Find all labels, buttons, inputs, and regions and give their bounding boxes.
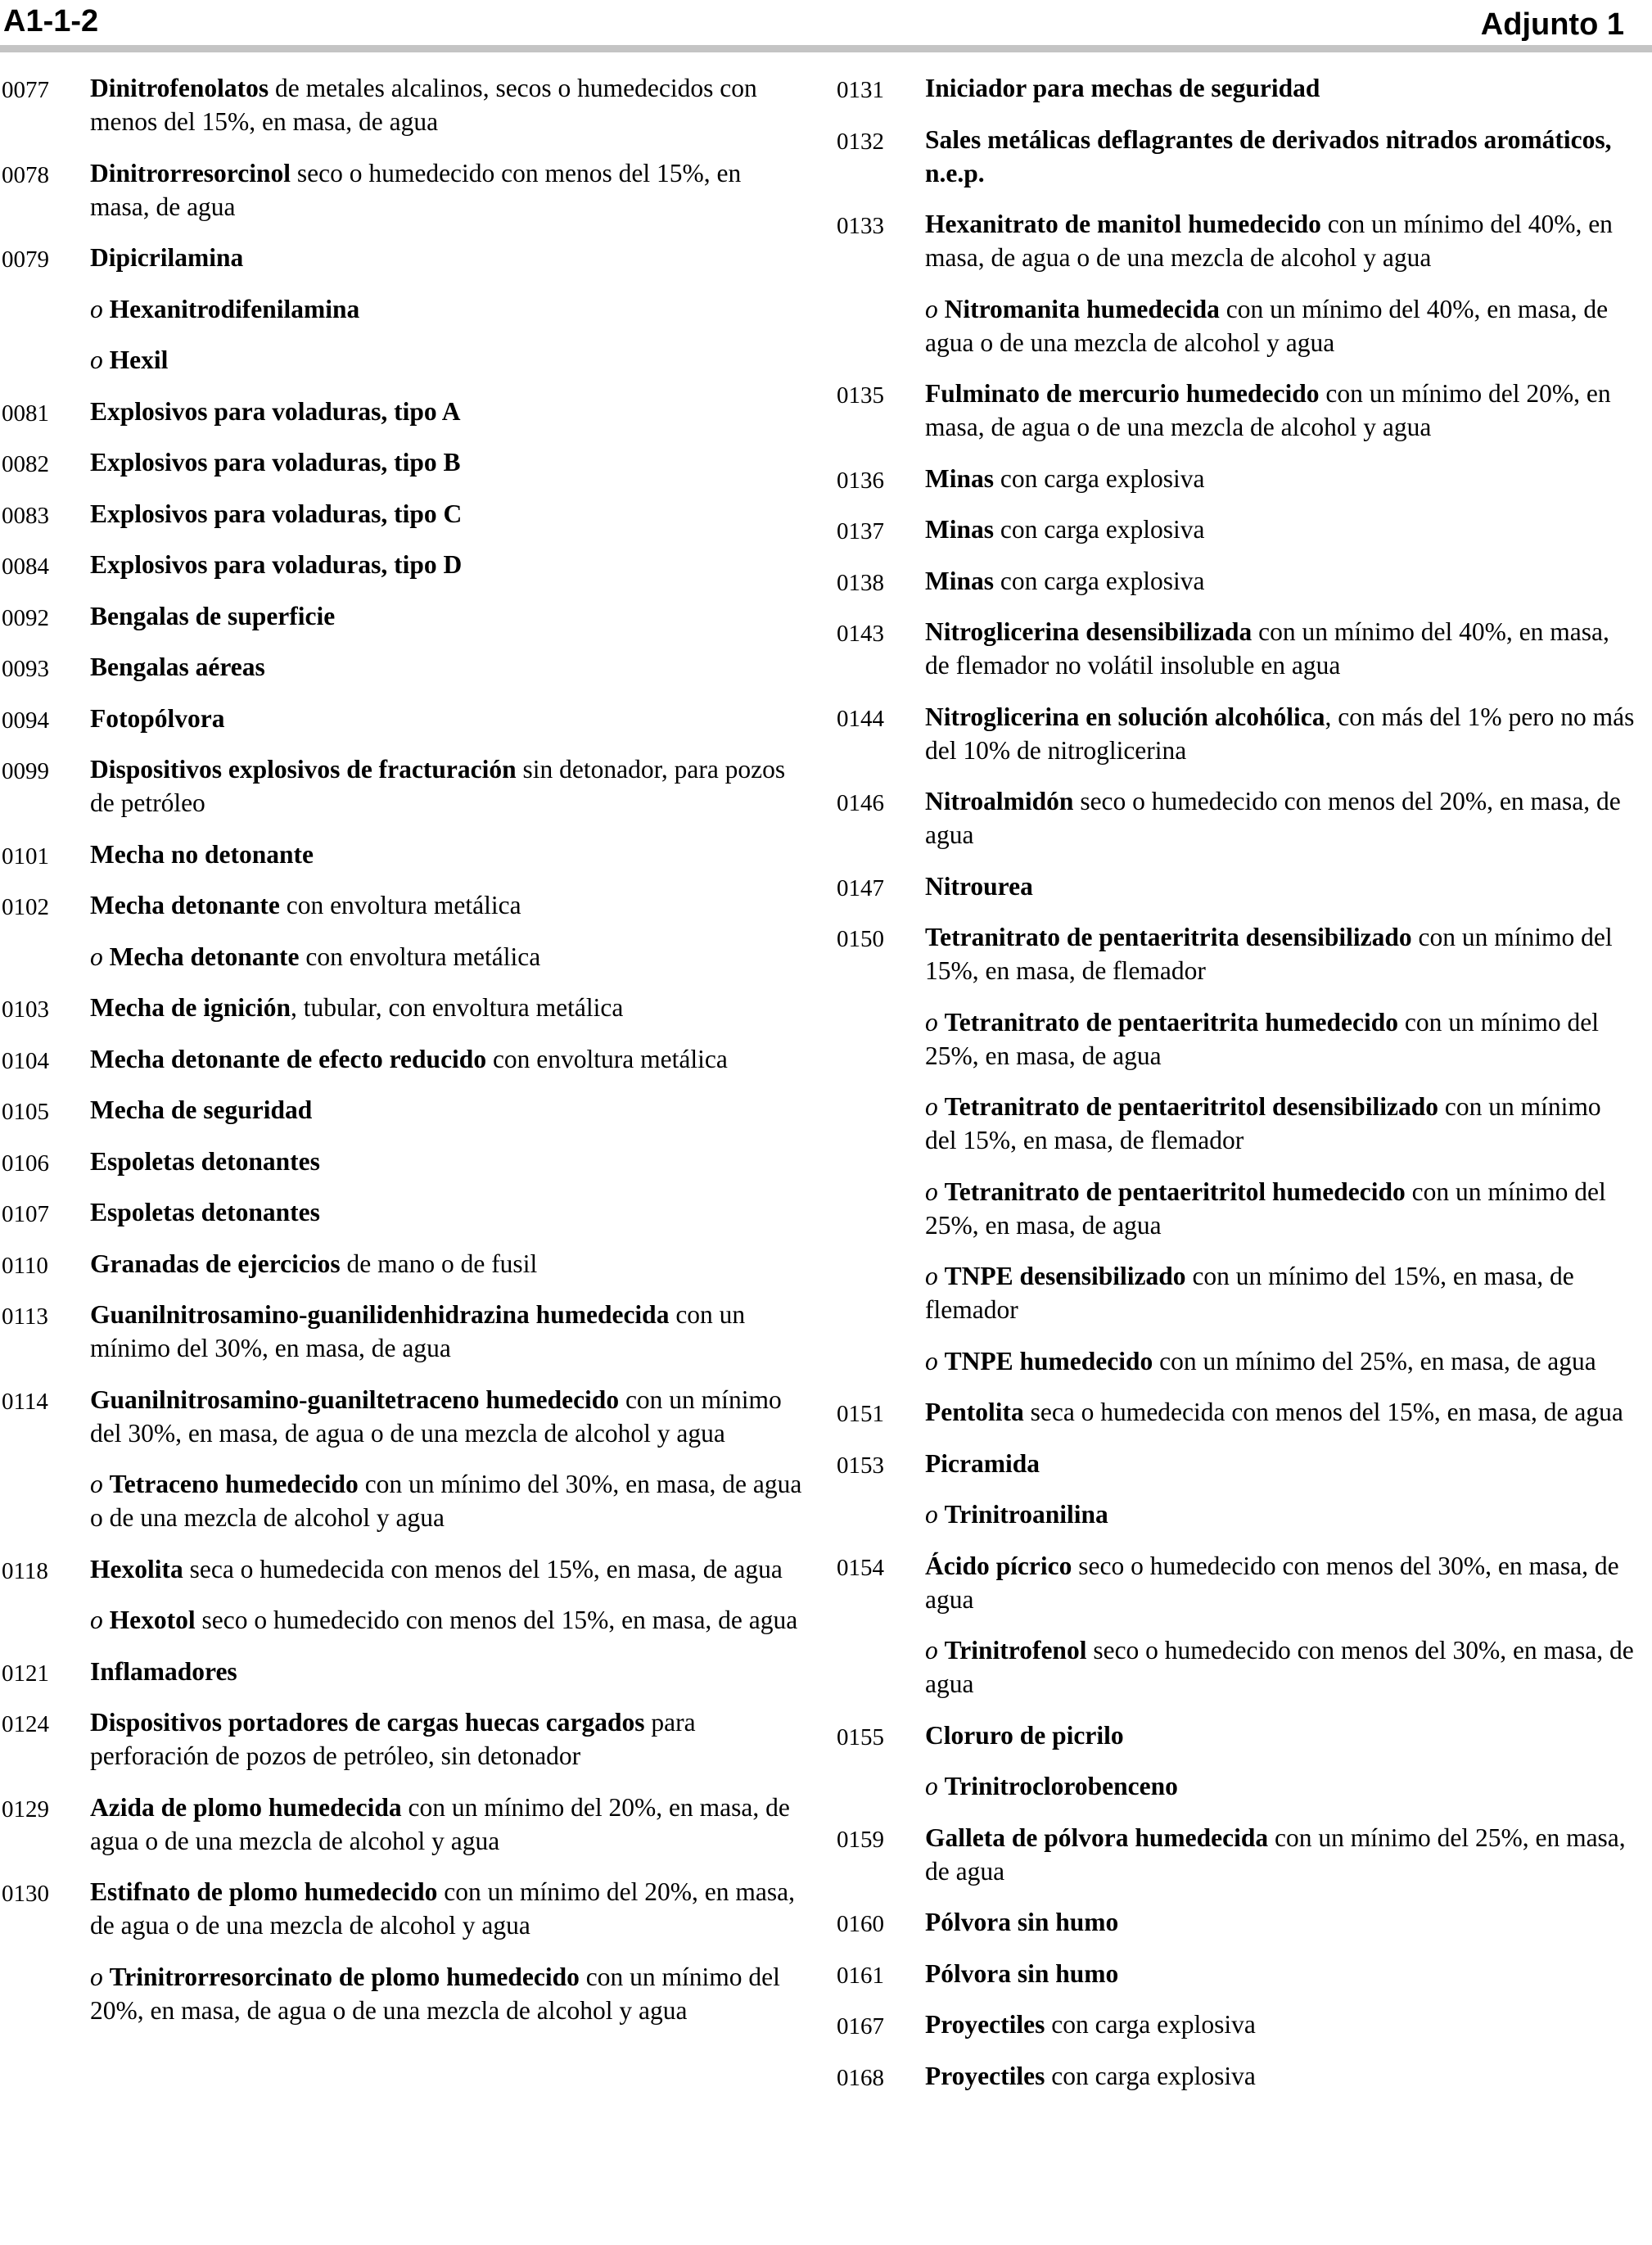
substance-name: Tetranitrato de pentaeritrita humedecido	[944, 1007, 1398, 1037]
entry-row	[837, 920, 1639, 987]
substance-description: con un mínimo del 30%, en masa, de agua o de una mezcla de alcohol y agua	[90, 1470, 802, 1532]
substance-description: , con más del 1% pero no más del 10% de nitroglicerina	[925, 702, 1635, 765]
substance-name: Tetraceno humedecido	[109, 1470, 359, 1498]
substance-name: Minas	[925, 463, 995, 493]
substance-description: con carga explosiva	[1045, 2010, 1256, 2039]
substance-name: Inflamadores	[90, 1656, 237, 1686]
substance-name: Dipicrilamina	[90, 243, 244, 272]
entry-row	[837, 1447, 1639, 1480]
entry-row	[2, 1960, 806, 2027]
entry-row	[2, 1195, 806, 1229]
entry-row	[2, 888, 806, 922]
un-number: 0110	[2, 1252, 48, 1279]
substance-description: , tubular, con envoltura metálica	[291, 993, 624, 1022]
substance-name: Proyectiles	[925, 2010, 1045, 2039]
substance-description: con un mínimo del 20%, en masa, de agua o de una mezcla de alcohol y agua	[90, 1792, 790, 1855]
un-number: 0151	[837, 1401, 884, 1427]
un-number: 0079	[2, 246, 49, 273]
substance-description: seco o humedecido con menos del 30%, en masa, de agua	[925, 1636, 1634, 1698]
un-number: 0138	[837, 569, 884, 596]
alternative-prefix: o	[90, 942, 103, 971]
entry-row	[2, 838, 806, 871]
un-number: 0099	[2, 758, 49, 784]
un-number: 0101	[2, 842, 49, 870]
un-number: 0078	[2, 161, 49, 188]
un-number: 0084	[2, 553, 49, 580]
entry-row	[837, 564, 1639, 598]
substance-description: con un mínimo del 25%, en masa, de agua	[925, 1823, 1626, 1886]
substance-name: Dinitrorresorcinol	[90, 158, 291, 187]
un-number: 0102	[2, 894, 49, 920]
entry-row	[2, 292, 806, 326]
entry-row	[2, 395, 806, 428]
entry-row	[2, 497, 806, 531]
un-number: 0155	[837, 1723, 884, 1750]
substance-name: Pólvora sin humo	[925, 1958, 1119, 1988]
substance-name: Guanilnitrosamino-guaniltetraceno humedecido	[90, 1384, 620, 1414]
substance-name: Pentolita	[925, 1398, 1024, 1426]
substance-name: Proyectiles	[925, 2061, 1045, 2090]
un-number: 0160	[837, 1911, 884, 1937]
alternative-prefix: o	[90, 1470, 103, 1498]
entry-row	[2, 1383, 806, 1450]
substance-description: con carga explosiva	[994, 463, 1205, 493]
substance-name: Fulminato de mercurio humedecido	[925, 379, 1320, 408]
substance-description: con envoltura metálica	[279, 891, 521, 919]
un-number: 0103	[2, 996, 49, 1023]
entry-row	[837, 1821, 1639, 1888]
substance-name: Fotopólvora	[90, 703, 225, 733]
substance-name: Iniciador para mechas de seguridad	[925, 74, 1320, 102]
alternative-prefix: o	[925, 1092, 938, 1121]
un-number: 0092	[2, 604, 49, 631]
entry-row	[2, 1247, 806, 1281]
un-number: 0133	[837, 213, 884, 239]
entry-row	[2, 1875, 806, 1942]
entry-row	[837, 1957, 1639, 1990]
substance-description: seca o humedecida con menos del 15%, en masa, de agua	[183, 1554, 783, 1583]
substance-description: con un mínimo del 40%, en masa, de agua o de una mezcla de alcohol y agua	[925, 210, 1613, 272]
substance-name: Sales metálicas deflagrantes de derivados nitrados aromáticos, n.e.p.	[925, 124, 1612, 187]
un-number: 0147	[837, 874, 884, 901]
entry-row	[2, 1467, 806, 1534]
substance-description: con un mínimo del 30%, en masa, de agua	[90, 1300, 746, 1362]
substance-description: seco o humedecido con menos del 15%, en masa, de agua	[195, 1606, 798, 1634]
substance-name: Nitroglicerina en solución alcohólica	[925, 702, 1325, 731]
entry-row	[2, 1552, 806, 1586]
un-number: 0118	[2, 1557, 48, 1584]
substance-name: Hexanitrato de manitol humedecido	[925, 210, 1321, 238]
substance-name: Nitroalmidón	[925, 787, 1074, 815]
substance-name: Tetranitrato de pentaeritritol desensibilizado	[944, 1092, 1439, 1121]
document-code: A1-1-2	[3, 4, 99, 38]
un-number: 0124	[2, 1711, 49, 1737]
substance-description: con un mínimo del 15%, en masa, de flemador	[925, 1262, 1574, 1324]
substance-name: Espoletas detonantes	[90, 1146, 320, 1176]
un-number: 0161	[837, 1962, 884, 1989]
substance-name: TNPE humedecido	[944, 1346, 1153, 1375]
alternative-prefix: o	[90, 1962, 103, 1991]
entry-row	[837, 292, 1639, 359]
un-number: 0159	[837, 1826, 884, 1853]
alternative-prefix: o	[925, 1007, 938, 1037]
entry-row	[837, 1259, 1639, 1326]
entry-row	[2, 241, 806, 274]
alternative-prefix: o	[90, 294, 103, 323]
substance-name: TNPE desensibilizado	[944, 1262, 1186, 1290]
un-number: 0154	[837, 1554, 884, 1581]
entry-row	[837, 2008, 1639, 2041]
alternative-prefix: o	[925, 1772, 938, 1800]
entry-row	[837, 1633, 1639, 1701]
substance-name: Azida de plomo humedecida	[90, 1792, 402, 1822]
substance-name: Trinitroclorobenceno	[944, 1772, 1178, 1800]
substance-description: con un mínimo del 15%, en masa, de flemador	[925, 1092, 1601, 1154]
substance-description: con un mínimo del 20%, en masa, de agua o de una mezcla de alcohol y agua	[90, 1877, 795, 1940]
entry-row	[2, 1655, 806, 1688]
alternative-prefix: o	[925, 1636, 938, 1665]
un-number: 0105	[2, 1099, 49, 1125]
un-number: 0167	[837, 2013, 884, 2039]
substance-name: Trinitrofenol	[944, 1636, 1087, 1665]
substance-name: Nitromanita humedecida	[944, 294, 1220, 323]
un-number: 0113	[2, 1303, 48, 1330]
substance-description: con un mínimo del 25%, en masa, de agua	[925, 1007, 1599, 1070]
un-number: 0137	[837, 518, 884, 544]
substance-description: con carga explosiva	[994, 566, 1205, 595]
alternative-prefix: o	[90, 346, 103, 374]
entry-row	[837, 207, 1639, 274]
substance-name: Hexotol	[109, 1606, 196, 1634]
substance-description: con un mínimo del 30%, en masa, de agua o de una mezcla de alcohol y agua	[90, 1384, 782, 1448]
substance-name: Mecha detonante de efecto reducido	[90, 1044, 487, 1073]
entry-row	[2, 343, 806, 377]
substance-name: Nitrourea	[925, 871, 1033, 901]
substance-description: con envoltura metálica	[299, 942, 541, 971]
un-number: 0083	[2, 502, 49, 529]
substance-name: Explosivos para voladuras, tipo A	[90, 396, 461, 426]
substance-name: Cloruro de picrilo	[925, 1720, 1124, 1750]
entry-row	[2, 1791, 806, 1858]
entry-row	[837, 784, 1639, 851]
substance-name: Dispositivos explosivos de fracturación	[90, 755, 517, 784]
un-number: 0146	[837, 790, 884, 816]
substance-name: Espoletas detonantes	[90, 1198, 320, 1226]
entry-row	[2, 1145, 806, 1178]
un-number: 0094	[2, 707, 49, 734]
alternative-prefix: o	[90, 1606, 103, 1634]
un-number: 0131	[837, 77, 884, 103]
substance-description: con un mínimo del 25%, en masa, de agua	[1153, 1346, 1596, 1375]
un-number: 0168	[837, 2064, 884, 2091]
substance-description: con un mínimo del 40%, en masa, de flemador no volátil insoluble en agua	[925, 617, 1609, 680]
entry-row	[837, 1175, 1639, 1242]
alternative-prefix: o	[925, 1500, 938, 1529]
entry-row	[837, 1549, 1639, 1616]
substance-name: Minas	[925, 566, 995, 595]
substance-name: Hexanitrodifenilamina	[109, 294, 360, 323]
un-number: 0093	[2, 656, 49, 682]
annex-label: Adjunto 1	[1480, 7, 1624, 42]
substance-name: Nitroglicerina desensibilizada	[925, 617, 1253, 646]
alternative-prefix: o	[925, 1346, 938, 1375]
substance-name: Mecha no detonante	[90, 839, 314, 869]
substance-name: Explosivos para voladuras, tipo D	[90, 550, 463, 579]
entry-row	[2, 156, 806, 224]
substance-name: Guanilnitrosamino-guanilidenhidrazina humedecida	[90, 1300, 670, 1329]
entry-row	[837, 1905, 1639, 1939]
substance-description: seco o humedecido con menos del 15%, en masa, de agua	[90, 158, 742, 221]
un-number: 0081	[2, 400, 49, 427]
entry-row	[837, 1395, 1639, 1429]
substance-description: con un mínimo del 25%, en masa, de agua	[925, 1177, 1606, 1240]
substance-name: Tetranitrato de pentaeritritol humedecido	[944, 1177, 1406, 1206]
un-number: 0132	[837, 128, 884, 155]
substance-name: Estifnato de plomo humedecido	[90, 1877, 438, 1906]
left-column	[2, 71, 806, 2044]
substance-name: Minas	[925, 515, 995, 544]
entry-row	[837, 2059, 1639, 2093]
substance-name: Trinitroanilina	[944, 1500, 1108, 1529]
entry-row	[2, 1705, 806, 1773]
entry-row	[2, 445, 806, 479]
alternative-prefix: o	[925, 294, 938, 323]
un-number: 0121	[2, 1660, 49, 1687]
un-number: 0082	[2, 451, 49, 477]
un-number: 0106	[2, 1150, 49, 1177]
un-number: 0144	[837, 705, 884, 732]
substance-name: Tetranitrato de pentaeritrita desensibilizado	[925, 923, 1412, 951]
entry-row	[837, 513, 1639, 546]
entry-row	[2, 71, 806, 138]
un-number: 0129	[2, 1796, 49, 1823]
substance-description: seca o humedecida con menos del 15%, en masa, de agua	[1023, 1398, 1623, 1426]
entry-row	[837, 1769, 1639, 1803]
entry-row	[2, 991, 806, 1024]
entry-row	[837, 1090, 1639, 1157]
substance-name: Mecha detonante	[90, 891, 280, 919]
substance-name: Hexil	[109, 346, 169, 374]
substance-name: Picramida	[925, 1448, 1040, 1478]
entry-row	[837, 700, 1639, 767]
substance-name: Galleta de pólvora humedecida	[925, 1823, 1269, 1852]
substance-name: Pólvora sin humo	[925, 1908, 1119, 1936]
substance-description: seco o humedecido con menos del 20%, en masa, de agua	[925, 787, 1621, 849]
un-number: 0077	[2, 77, 49, 103]
substance-name: Dispositivos portadores de cargas huecas cargados	[90, 1708, 645, 1737]
entry-row	[2, 1603, 806, 1637]
un-number: 0135	[837, 382, 884, 409]
substance-name: Granadas de ejercicios	[90, 1249, 341, 1278]
substance-description: con envoltura metálica	[486, 1044, 728, 1073]
entry-row	[2, 702, 806, 735]
substance-name: Hexolita	[90, 1554, 183, 1583]
un-number: 0114	[2, 1388, 48, 1415]
entry-row	[837, 377, 1639, 444]
entry-row	[2, 599, 806, 633]
substance-name: Trinitrorresorcinato de plomo humedecido	[109, 1962, 580, 1991]
entry-row	[2, 548, 806, 581]
alternative-prefix: o	[925, 1262, 938, 1290]
un-number: 0143	[837, 621, 884, 647]
alternative-prefix: o	[925, 1177, 938, 1206]
header-rule	[0, 45, 1652, 52]
entry-row	[837, 123, 1639, 190]
substance-name: Dinitrofenolatos	[90, 74, 269, 102]
substance-description: con un mínimo del 15%, en masa, de flemador	[925, 923, 1613, 985]
entry-row	[2, 1042, 806, 1076]
substance-description: con un mínimo del 40%, en masa, de agua o de una mezcla de alcohol y agua	[925, 294, 1609, 357]
un-number: 0107	[2, 1201, 49, 1227]
entry-row	[2, 1298, 806, 1365]
substance-name: Ácido pícrico	[925, 1551, 1072, 1580]
entry-row	[837, 462, 1639, 495]
substance-name: Mecha detonante	[109, 942, 300, 971]
substance-description: para perforación de pozos de petróleo, sin detonador	[90, 1708, 696, 1770]
un-number: 0136	[837, 467, 884, 494]
un-number: 0153	[837, 1452, 884, 1479]
substance-description: seco o humedecido con menos del 30%, en masa, de agua	[925, 1551, 1619, 1614]
entry-row	[2, 940, 806, 973]
right-column	[837, 71, 1639, 2110]
entry-row	[837, 1719, 1639, 1752]
substance-description: con carga explosiva	[994, 515, 1205, 544]
entry-row	[837, 1005, 1639, 1073]
substance-description: sin detonador, para pozos de petróleo	[90, 755, 786, 817]
substance-description: con carga explosiva	[1045, 2061, 1256, 2090]
entry-row	[837, 71, 1639, 105]
substance-name: Mecha de ignición	[90, 993, 291, 1022]
entry-row	[2, 650, 806, 684]
entry-row	[837, 1497, 1639, 1531]
substance-name: Bengalas aéreas	[90, 653, 265, 681]
substance-name: Mecha de seguridad	[90, 1095, 313, 1124]
entry-row	[2, 1093, 806, 1127]
substance-name: Explosivos para voladuras, tipo C	[90, 499, 463, 528]
substance-description: de mano o de fusil	[340, 1249, 538, 1278]
un-number: 0150	[837, 926, 884, 952]
entry-row	[837, 1344, 1639, 1378]
entry-row	[837, 870, 1639, 903]
substance-name: Bengalas de superficie	[90, 601, 336, 630]
substance-description: con un mínimo del 20%, en masa, de agua o de una mezcla de alcohol y agua	[90, 1962, 780, 2025]
entry-row	[837, 615, 1639, 682]
substance-description: de metales alcalinos, secos o humedecidos con menos del 15%, en masa, de agua	[90, 74, 757, 136]
un-number: 0130	[2, 1881, 49, 1907]
entry-row	[2, 752, 806, 820]
un-number: 0104	[2, 1047, 49, 1074]
substance-description: con un mínimo del 20%, en masa, de agua o de una mezcla de alcohol y agua	[925, 379, 1611, 441]
substance-name: Explosivos para voladuras, tipo B	[90, 448, 461, 477]
